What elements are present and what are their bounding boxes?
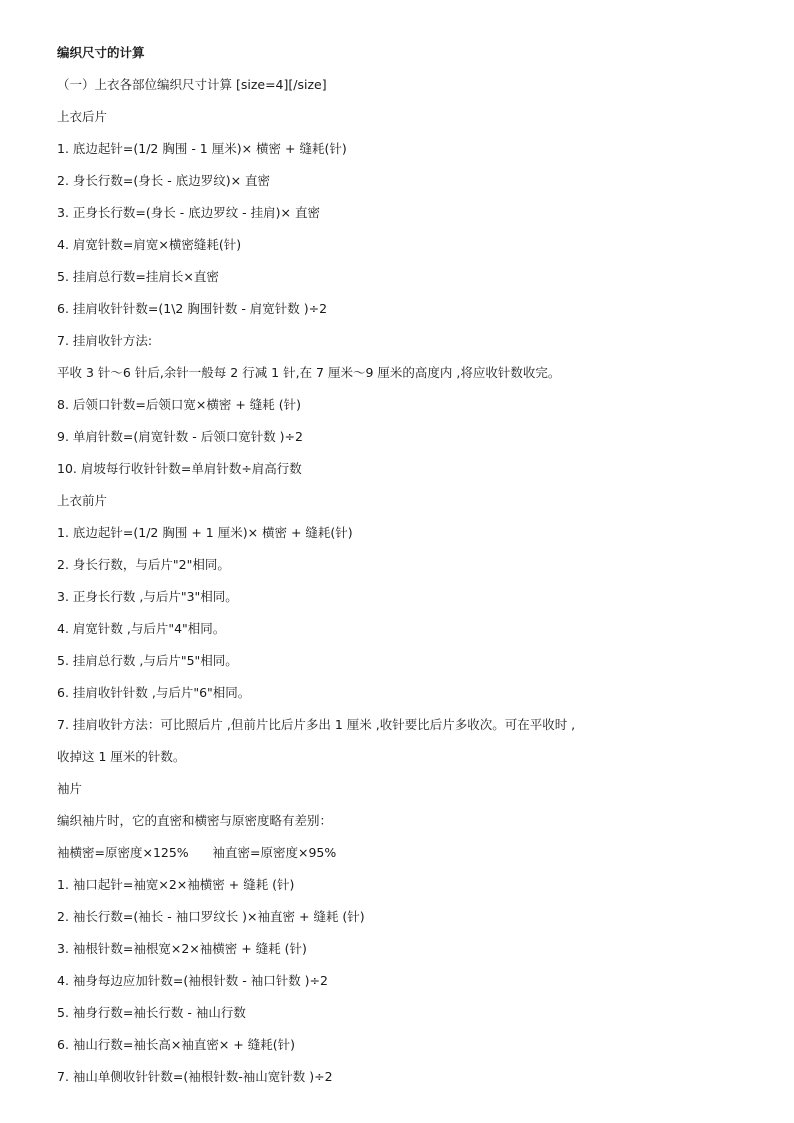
list-item: 2. 身长行数，与后片"2"相同。 bbox=[57, 557, 230, 572]
list-item: 4. 肩宽针数 ,与后片"4"相同。 bbox=[57, 621, 226, 636]
list-item: 6. 挂肩收针针数=(1\2 胸围针数 - 肩宽针数 )÷2 bbox=[57, 301, 328, 316]
list-item: 10. 肩坡每行收针针数=单肩针数÷肩高行数 bbox=[57, 461, 302, 476]
document-title: 编织尺寸的计算 bbox=[57, 45, 145, 60]
list-item: 7. 挂肩收针方法：可比照后片 ,但前片比后片多出 1 厘米 ,收针要比后片多收次。可在平收时 , bbox=[57, 717, 576, 732]
list-item: 5. 挂肩总行数 ,与后片"5"相同。 bbox=[57, 653, 238, 668]
list-item: 3. 正身长行数=(身长 - 底边罗纹 - 挂肩)× 直密 bbox=[57, 205, 320, 220]
list-item: 1. 底边起针=(1/2 胸围 + 1 厘米)× 横密 + 缝耗(针) bbox=[57, 525, 353, 540]
list-item: 4. 肩宽针数=肩宽×横密缝耗(针) bbox=[57, 237, 242, 252]
paragraph: 收掉这 1 厘米的针数。 bbox=[57, 749, 186, 764]
section-heading-sleeve: 袖片 bbox=[57, 781, 83, 796]
list-item: 5. 袖身行数=袖长行数 - 袖山行数 bbox=[57, 1005, 246, 1020]
section-heading-front: 上衣前片 bbox=[57, 493, 108, 508]
list-item: 5. 挂肩总行数=挂肩长×直密 bbox=[57, 269, 219, 284]
list-item: 1. 袖口起针=袖宽×2×袖横密 + 缝耗 (针) bbox=[57, 877, 295, 892]
list-item: 1. 底边起针=(1/2 胸围 - 1 厘米)× 横密 + 缝耗(针) bbox=[57, 141, 347, 156]
list-item: 2. 袖长行数=(袖长 - 袖口罗纹长 )×袖直密 + 缝耗 (针) bbox=[57, 909, 365, 924]
paragraph: 编织袖片时，它的直密和横密与原密度略有差别： bbox=[57, 813, 333, 828]
list-item: 9. 单肩针数=(肩宽针数 - 后领口宽针数 )÷2 bbox=[57, 429, 303, 444]
list-item: 6. 挂肩收针针数 ,与后片"6"相同。 bbox=[57, 685, 251, 700]
paragraph: 袖横密=原密度×125% 袖直密=原密度×95% bbox=[57, 845, 337, 860]
list-item: 2. 身长行数=(身长 - 底边罗纹)× 直密 bbox=[57, 173, 271, 188]
list-item: 3. 正身长行数 ,与后片"3"相同。 bbox=[57, 589, 238, 604]
list-item: 3. 袖根针数=袖根宽×2×袖横密 + 缝耗 (针) bbox=[57, 941, 307, 956]
section-subtitle: （一）上衣各部位编织尺寸计算 [size=4][/size] bbox=[57, 77, 327, 92]
list-item: 8. 后领口针数=后领口宽×横密 + 缝耗 (针) bbox=[57, 397, 301, 412]
list-item: 6. 袖山行数=袖长高×袖直密× + 缝耗(针) bbox=[57, 1037, 295, 1052]
list-item: 7. 袖山单侧收针针数=(袖根针数-袖山宽针数 )÷2 bbox=[57, 1069, 333, 1084]
section-heading-back: 上衣后片 bbox=[57, 109, 108, 124]
list-item: 4. 袖身每边应加针数=(袖根针数 - 袖口针数 )÷2 bbox=[57, 973, 328, 988]
list-item: 7. 挂肩收针方法: bbox=[57, 333, 153, 348]
paragraph: 平收 3 针～6 针后,余针一般每 2 行减 1 针,在 7 厘米～9 厘米的高度内 ,将应收针数收完。 bbox=[57, 365, 561, 380]
document-body bbox=[57, 40, 757, 1096]
